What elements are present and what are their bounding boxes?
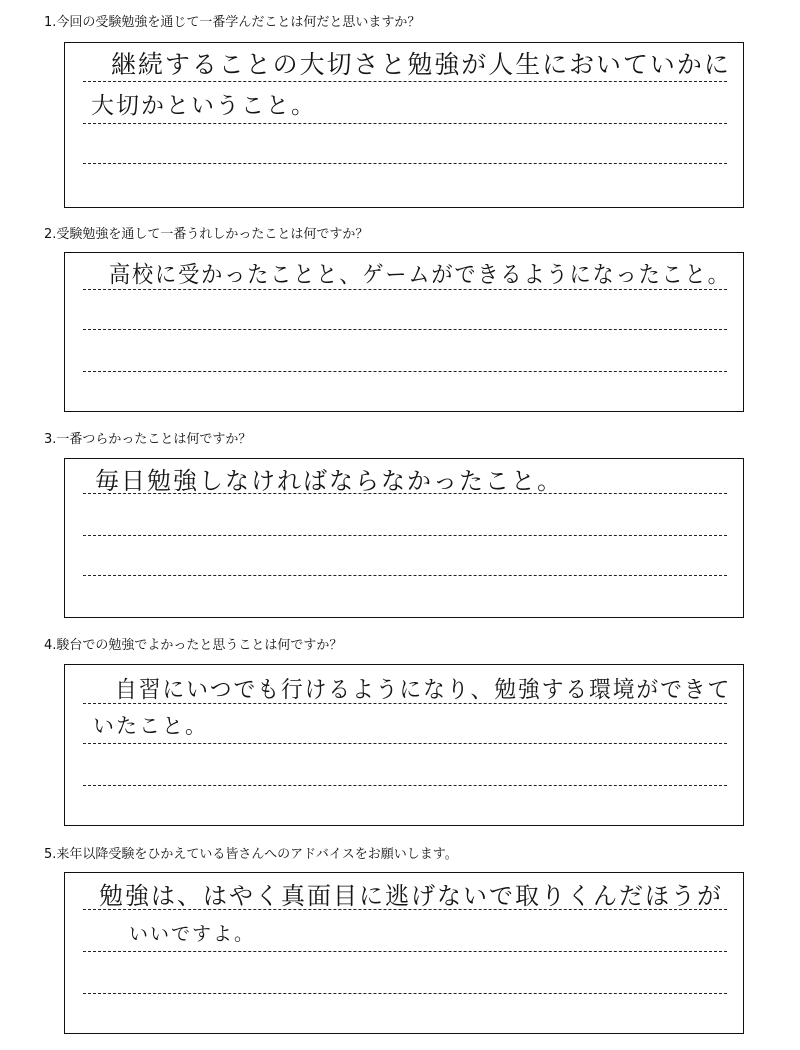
question-4-label: 4.駿台での勉強でよかったと思うことは何ですか？ [44,638,343,653]
answer-5-line-1: 勉強は、はやく真面目に逃げないで取りくんだほうが [99,882,723,910]
answer-4-line-2: いたこと。 [93,714,208,738]
writing-line [83,81,727,82]
answer-box-2 [64,252,744,412]
answer-box-4 [64,664,744,826]
writing-line [83,329,727,330]
answer-3-line-1: 毎日勉強しなければならなかったこと。 [95,467,563,495]
answer-box-3 [64,458,744,618]
writing-line [83,163,727,164]
answer-5-line-2: いいですよ。 [129,923,256,945]
answer-4-line-1: 自習にいつでも行けるようになり、勉強する環境ができて [115,677,732,703]
writing-line [83,993,727,994]
writing-line [83,951,727,952]
answer-2-line-1: 高校に受かったことと、ゲームができるようになったこと。 [109,262,731,288]
writing-line [83,123,727,124]
answer-1-line-2: 大切かということ。 [91,93,316,119]
writing-line [83,743,727,744]
writing-line [83,575,727,576]
answer-1-line-1: 継続することの大切さと勉強が人生においていかに [111,50,731,79]
question-2-label: 2.受験勉強を通して一番うれしかったことは何ですか？ [44,227,369,242]
answer-box-1 [64,42,744,208]
question-1-label: 1.今回の受験勉強を通じて一番学んだことは何だと思いますか？ [44,15,421,30]
answer-box-5 [64,872,744,1034]
writing-line [83,371,727,372]
question-3-label: 3.一番つらかったことは何ですか？ [44,432,252,447]
writing-line [83,535,727,536]
writing-line [83,289,727,290]
writing-line [83,785,727,786]
question-5-label: 5.来年以降受験をひかえている皆さんへのアドバイスをお願いします。 [44,847,458,862]
